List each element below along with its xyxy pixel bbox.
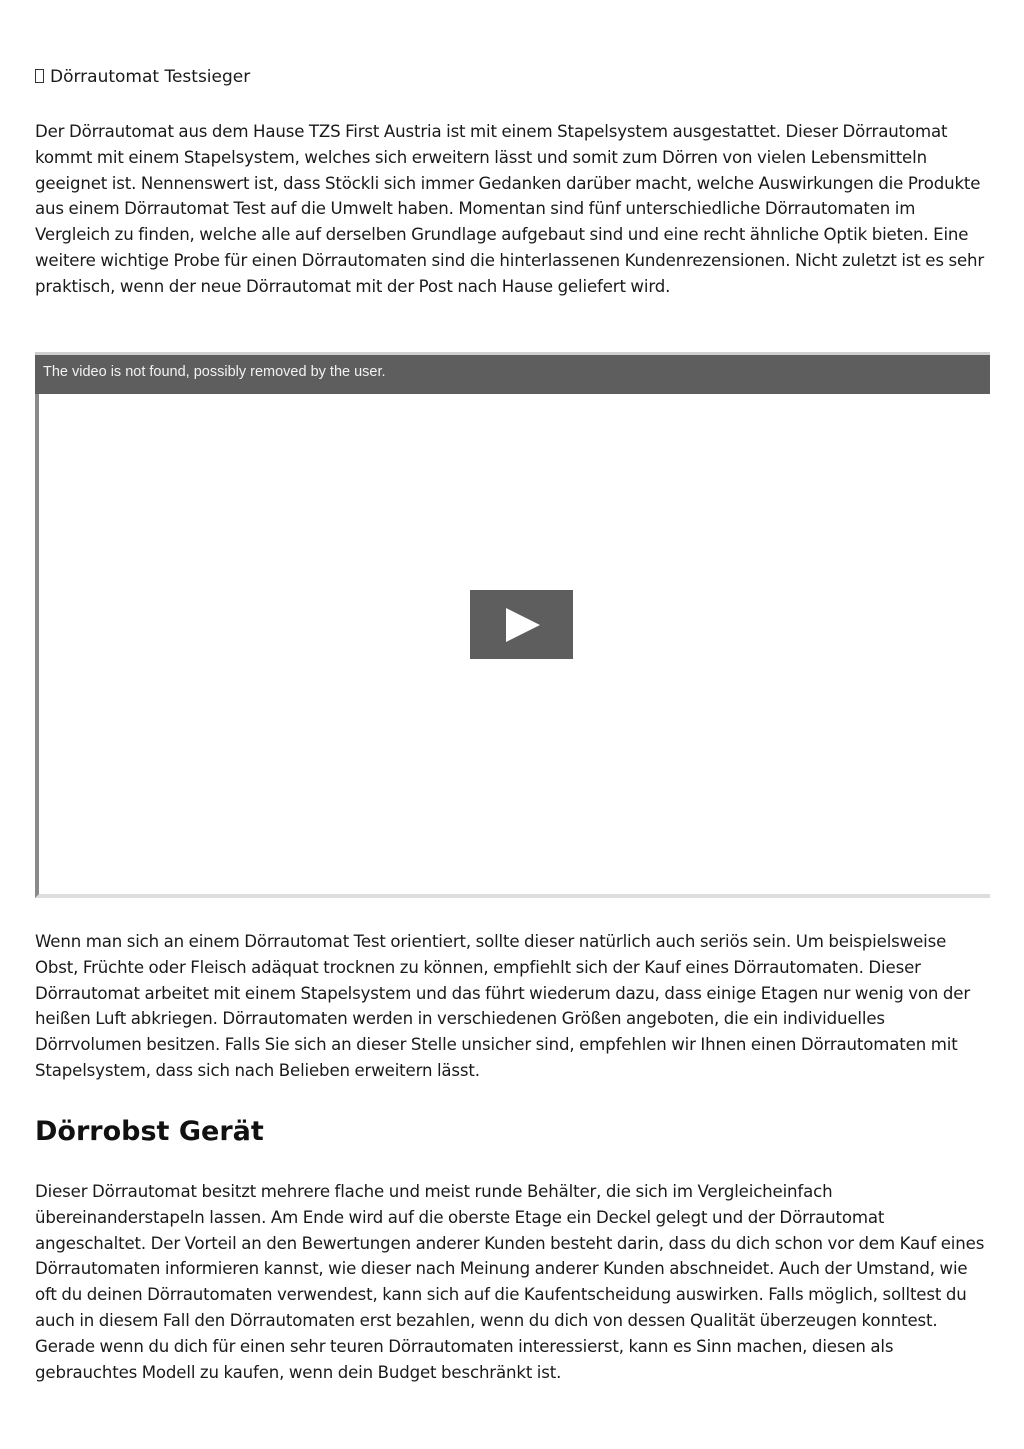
intro-line: [35, 66, 250, 88]
video-player[interactable]: [35, 352, 990, 898]
intro-text: Dörrautomat Testsieger: [50, 67, 251, 87]
section-heading: Dörrobst Gerät: [35, 1116, 264, 1147]
paragraph-3: Dieser Dörrautomat besitzt mehrere flache und meist runde Behälter, die sich im Vergleicheinfach übereinanderstapeln lassen. Am Ende wird auf die oberste Etage ein Deckel gelegt und der Dörrautomat angeschaltet. Der Vorteil an den Bewertungen anderer Kunden besteht darin, dass du dich schon vor dem Kauf eines Dörrautomaten informieren kannst, wie dieser nach Meinung anderer Kunden abschneidet. Auch der Umstand, wie oft du deinen Dörrautomaten verwendest, kann sich auf die Kaufentscheidung auswirken. Falls möglich, solltest du auch in diesem Fall den Dörrautomaten erst bezahlen, wenn du dich von dessen Qualität überzeugen konntest. Gerade wenn du dich für einen sehr teuren Dörrautomaten interessierst, kann es Sinn machen, diesen als gebrauchtes Modell zu kaufen, wenn dein Budget beschränkt ist.: [35, 1182, 985, 1382]
play-icon: [506, 608, 540, 642]
paragraph-1: Der Dörrautomat aus dem Hause TZS First Austria ist mit einem Stapelsystem ausgestattet. Dieser Dörrautomat kommt mit einem Stapelsystem, welches sich erweitern lässt und somit zum Dörren von vielen Lebensmitteln geeignet ist. Nennenswert ist, dass Stöckli sich immer Gedanken darüber macht, welche Auswirkungen die Produkte aus einem Dörrautomat Test auf die Umwelt haben. Momentan sind fünf unterschiedliche Dörrautomaten im Vergleich zu finden, welche alle auf derselben Grundlage aufgebaut sind und eine recht ähnliche Optik bieten. Eine weitere wichtige Probe für einen Dörrautomaten sind die hinterlassenen Kundenrezensionen. Nicht zuletzt ist es sehr praktisch, wenn der neue Dörrautomat mit der Post nach Hause geliefert wird.: [35, 122, 985, 296]
video-error-message: The video is not found, possibly removed by the user.: [43, 364, 386, 380]
play-button[interactable]: [470, 590, 573, 659]
paragraph-2: Wenn man sich an einem Dörrautomat Test orientiert, sollte dieser natürlich auch seriös sein. Um beispielsweise Obst, Früchte oder Fleisch adäquat trocknen zu können, empfiehlt sich der Kauf eines Dörrautomaten. Dieser Dörrautomat arbeitet mit einem Stapelsystem und das führt wiederum dazu, dass einige Etagen nur wenig von der heißen Luft abkriegen. Dörrautomaten werden in verschiedenen Größen angeboten, die ein individuelles Dörrvolumen besitzen. Falls Sie sich an dieser Stelle unsicher sind, empfehlen wir Ihnen einen Dörrautomaten mit Stapelsystem, dass sich nach Belieben erweitern lässt.: [35, 932, 971, 1080]
video-error-bar: [35, 352, 990, 394]
missing-glyph-icon: [35, 69, 44, 83]
